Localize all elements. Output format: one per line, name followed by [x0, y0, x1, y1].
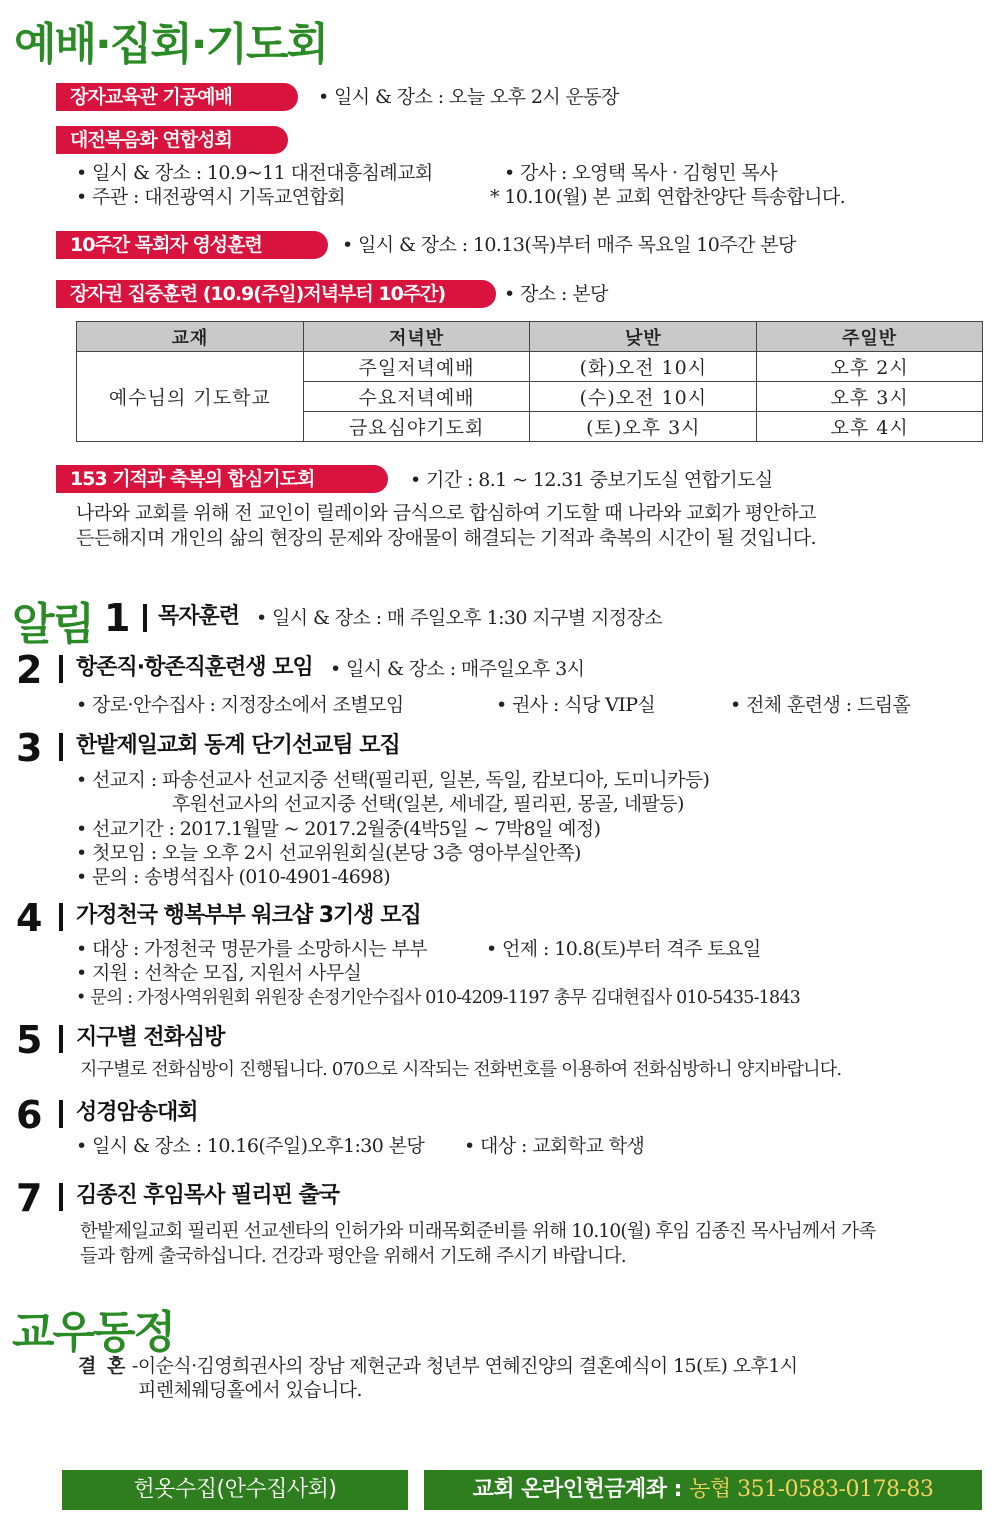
event-pill-pastor-training: 10주간 목회자 영성훈련	[56, 231, 328, 259]
table-cell: 수요저녁예배	[303, 382, 530, 412]
wedding-announcement: -이순식·김영희권사의 장남 제현군과 청년부 연혜진양의 결혼예식이 15(토) 오후1시	[132, 1355, 798, 1377]
table-header-cell: 저녁반	[303, 322, 530, 352]
notice-line: • 선교기간 : 2017.1월말 ~ 2017.2월중(4박5일 ~ 7박8일 예정)	[76, 818, 601, 840]
event-info-prayer-meeting: • 기간 : 8.1 ~ 12.31 중보기도실 연합기도실	[410, 469, 773, 491]
online-offering-account-banner	[424, 1470, 982, 1510]
worship-section-title: 예배·집회·기도회	[14, 19, 327, 70]
notice-heading: 가정천국 행복부부 워크샵 3기생 모집	[76, 903, 421, 928]
event-info-line: • 강사 : 오영택 목사 · 김형민 목사	[504, 162, 777, 184]
notice-line: • 문의 : 가정사역위원회 위원장 손정기안수집사 010-4209-1197 총무 김대현집사 010-5435-1843	[76, 988, 801, 1008]
account-label: 교회 온라인헌금계좌 :	[472, 1477, 690, 1502]
notice-line: • 대상 : 교회학교 학생	[464, 1135, 645, 1157]
table-cell: 오후 3시	[757, 382, 983, 412]
notice-divider	[59, 903, 63, 931]
notice-line: • 권사 : 식당 VIP실	[496, 694, 656, 716]
notice-heading: 목자훈련	[158, 604, 240, 629]
notice-line: • 장로·안수집사 : 지정장소에서 조별모임	[76, 694, 404, 716]
notice-number: 3	[16, 726, 43, 770]
event-pill-prayer-meeting: 153 기적과 축복의 합심기도회	[56, 465, 388, 493]
event-info-pastor-training: • 일시 & 장소 : 10.13(목)부터 매주 목요일 10주간 본당	[342, 234, 796, 256]
notice-line: • 일시 & 장소 : 10.16(주일)오후1:30 본당	[76, 1135, 425, 1157]
notice-line: 후원선교사의 선교지중 선택(일본, 세네갈, 필리핀, 몽골, 네팔등)	[172, 793, 684, 815]
notice-heading: 김종진 후임목사 필리핀 출국	[76, 1183, 340, 1208]
event-info-line: • 일시 & 장소 : 10.9~11 대전대흥침례교회	[76, 162, 433, 184]
wedding-label: 결 혼	[78, 1355, 128, 1377]
table-row	[77, 352, 983, 382]
table-header-cell: 주일반	[757, 322, 983, 352]
table-header-row	[77, 322, 983, 352]
notice-divider	[59, 655, 63, 683]
clothing-collection-banner: 헌옷수집(안수집사회)	[62, 1470, 408, 1510]
account-number: 농협 351-0583-0178-83	[689, 1477, 934, 1502]
table-cell: 금요심야기도회	[303, 412, 530, 442]
event-info-line: * 10.10(월) 본 교회 연합찬양단 특송합니다.	[490, 186, 846, 208]
notice-inline-info: • 일시 & 장소 : 매주일오후 3시	[330, 658, 585, 680]
notice-number: 6	[16, 1093, 43, 1137]
notice-number: 4	[16, 896, 43, 940]
schedule-table	[76, 321, 983, 442]
notice-number: 5	[16, 1018, 43, 1062]
notice-line: • 첫모임 : 오늘 오후 2시 선교위원회실(본당 3층 영아부실안쪽)	[76, 842, 581, 864]
notice-divider	[59, 1183, 63, 1211]
notice-divider	[59, 1100, 63, 1128]
notice-line: • 언제 : 10.8(토)부터 격주 토요일	[486, 938, 761, 960]
table-header-cell: 교재	[77, 322, 304, 352]
notice-divider	[59, 733, 63, 761]
event-pill-revival: 대전복음화 연합성회	[56, 126, 288, 154]
notice-heading: 한밭제일교회 동계 단기선교팀 모집	[76, 733, 400, 758]
notice-number: 7	[16, 1176, 43, 1220]
event-info-groundbreaking: • 일시 & 장소 : 오늘 오후 2시 운동장	[318, 86, 619, 108]
event-pill-intensive-training: 장자권 집중훈련 (10.9(주일)저녁부터 10주간)	[56, 280, 496, 308]
table-cell-textbook: 예수님의 기도학교	[77, 352, 304, 442]
members-section-title: 교우동정	[12, 1307, 175, 1358]
event-body-text: 나라와 교회를 위해 전 교인이 릴레이와 금식으로 합심하여 기도할 때 나라와 교회가 평안하고	[76, 502, 816, 524]
notice-number: 1	[104, 596, 131, 640]
notice-line: • 지원 : 선착순 모집, 지원서 사무실	[76, 962, 362, 984]
table-cell: 오후 4시	[757, 412, 983, 442]
notices-section-title: 알림	[12, 599, 94, 650]
table-cell: (수)오전 10시	[530, 382, 757, 412]
notice-divider	[143, 604, 147, 632]
notice-heading: 성경암송대회	[76, 1100, 198, 1125]
notice-line: • 선교지 : 파송선교사 선교지중 선택(필리핀, 일본, 독일, 캄보디아, 도미니카등)	[76, 769, 710, 791]
notice-line: • 대상 : 가정천국 명문가를 소망하시는 부부	[76, 938, 427, 960]
wedding-announcement: 피렌체웨딩홀에서 있습니다.	[138, 1379, 362, 1401]
table-cell: (화)오전 10시	[530, 352, 757, 382]
event-body-text: 든든해지며 개인의 삶의 현장의 문제와 장애물이 해결되는 기적과 축복의 시간이 될 것입니다.	[76, 527, 816, 549]
notice-number: 2	[16, 648, 43, 692]
event-info-intensive-training: • 장소 : 본당	[504, 283, 608, 305]
notice-divider	[59, 1025, 63, 1053]
notice-inline-info: • 일시 & 장소 : 매 주일오후 1:30 지구별 지정장소	[256, 607, 663, 629]
table-header-cell: 낮반	[530, 322, 757, 352]
notice-heading: 항존직·항존직훈련생 모임	[76, 655, 313, 680]
notice-line: 한밭제일교회 필리핀 선교센타의 인허가와 미래목회준비를 위해 10.10(월) 후임 김종진 목사님께서 가족	[80, 1221, 876, 1242]
table-cell: 오후 2시	[757, 352, 983, 382]
table-cell: 주일저녁예배	[303, 352, 530, 382]
table-cell: (토)오후 3시	[530, 412, 757, 442]
notice-line: 지구별로 전화심방이 진행됩니다. 070으로 시작되는 전화번호를 이용하여 전화심방하니 양지바랍니다.	[80, 1059, 842, 1080]
event-info-line: • 주관 : 대전광역시 기독교연합회	[76, 186, 345, 208]
event-pill-groundbreaking: 장자교육관 기공예배	[56, 83, 298, 111]
notice-heading: 지구별 전화심방	[76, 1025, 225, 1050]
notice-line: • 문의 : 송병석집사 (010-4901-4698)	[76, 866, 391, 888]
notice-line: 들과 함께 출국하십니다. 건강과 평안을 위해서 기도해 주시기 바랍니다.	[80, 1246, 626, 1267]
notice-line: • 전체 훈련생 : 드림홀	[730, 694, 911, 716]
